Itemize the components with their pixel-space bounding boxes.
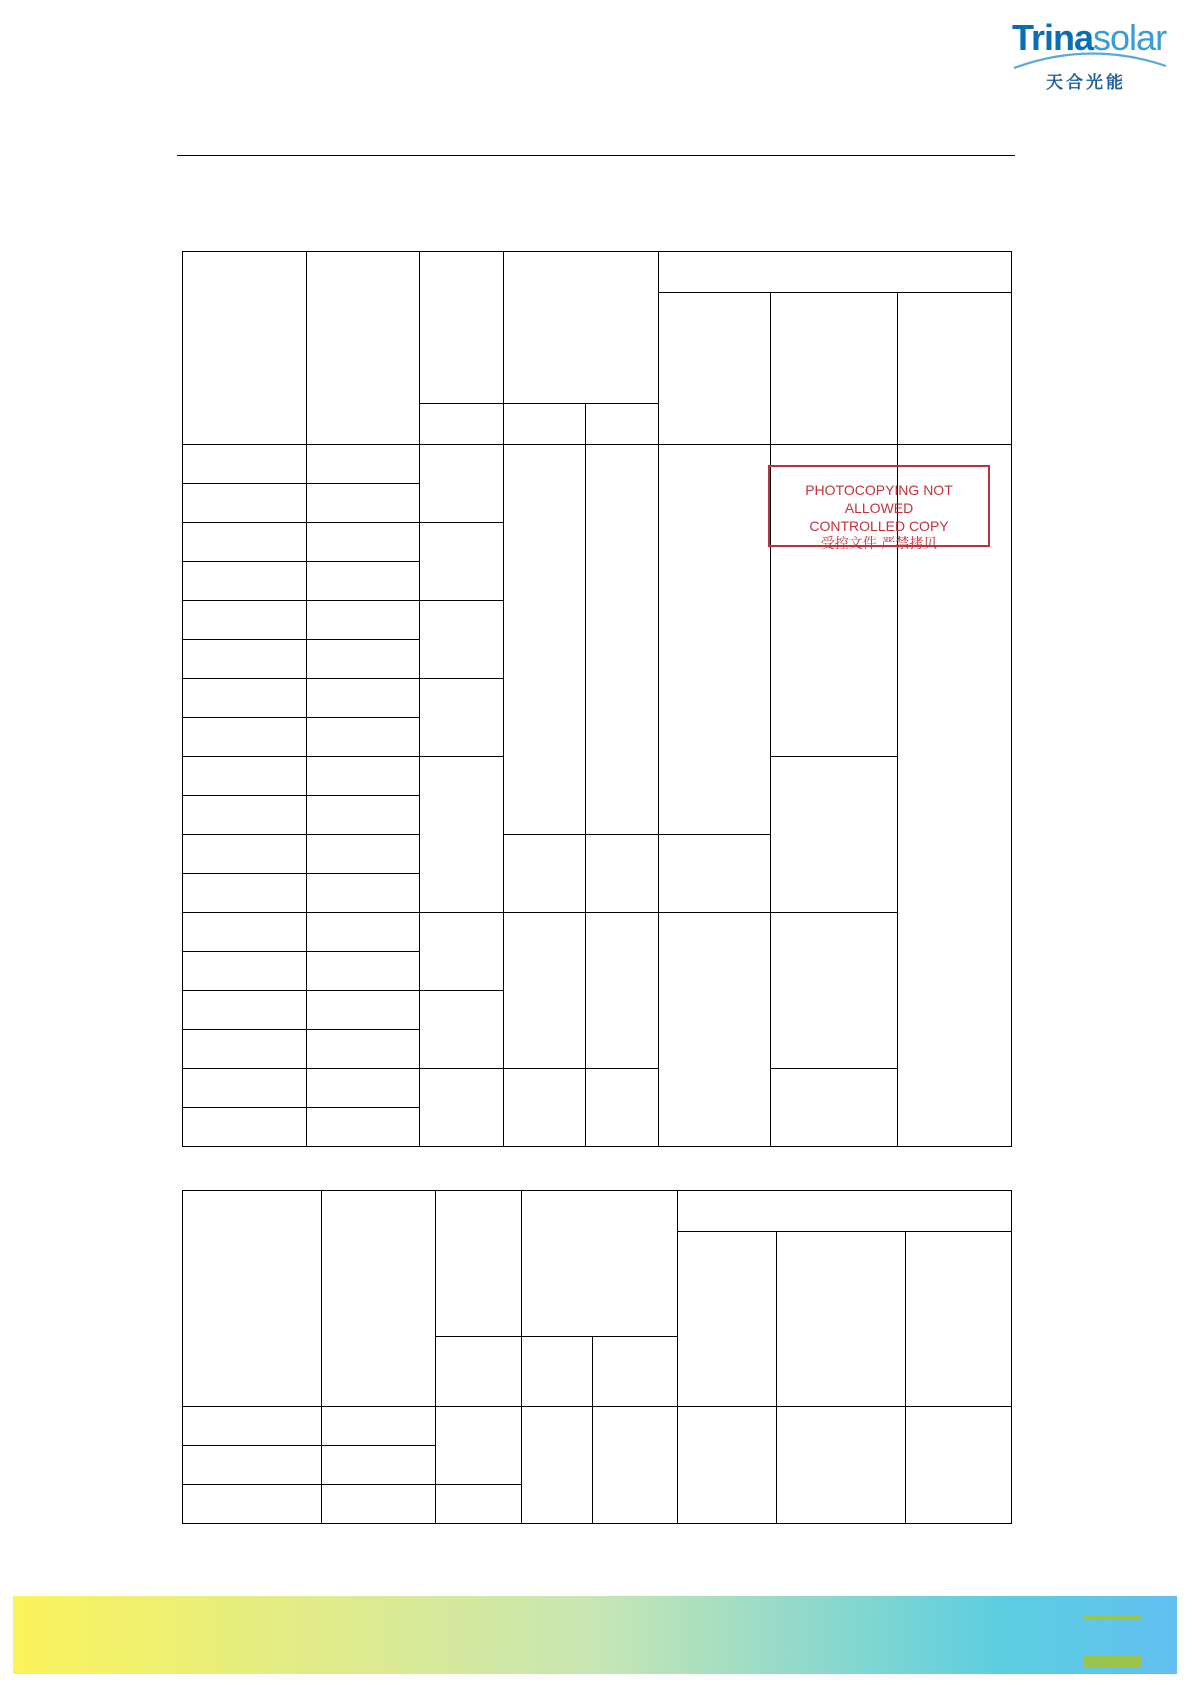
table-cell (586, 1069, 659, 1147)
header-cell (183, 1191, 322, 1407)
table-cell (183, 1485, 322, 1524)
table-cell (307, 679, 420, 718)
table-cell (183, 874, 307, 913)
logo-chinese-name: 天合光能 (1046, 73, 1126, 93)
table-cell (307, 1069, 420, 1108)
table-cell (420, 913, 504, 991)
table-cell (420, 1069, 504, 1147)
table-cell (307, 718, 420, 757)
header-cell (183, 252, 307, 445)
table-cell (307, 640, 420, 679)
table-cell (659, 445, 771, 835)
table-cell (436, 1485, 522, 1524)
table-cell (322, 1446, 436, 1485)
table-cell (420, 523, 504, 601)
table-cell (183, 796, 307, 835)
stamp-line-2: CONTROLLED COPY (809, 518, 949, 534)
table-cell (307, 1030, 420, 1069)
table-cell (183, 913, 307, 952)
header-cell (436, 1191, 522, 1337)
header-cell (307, 252, 420, 445)
table-cell (586, 445, 659, 835)
table-cell (659, 835, 771, 913)
table-cell (307, 757, 420, 796)
table-cell (322, 1485, 436, 1524)
subheader-cell (593, 1337, 678, 1407)
table-cell (307, 952, 420, 991)
table-cell (183, 445, 307, 484)
table-cell (504, 835, 586, 913)
header-cell (771, 293, 898, 445)
table-cell (183, 562, 307, 601)
table-cell (678, 1407, 777, 1524)
table-cell (183, 1446, 322, 1485)
table-cell (183, 1030, 307, 1069)
subheader-cell (522, 1337, 593, 1407)
table-cell (586, 835, 659, 913)
table-cell (420, 991, 504, 1069)
header-cell (906, 1232, 1012, 1407)
table-cell (183, 1407, 322, 1446)
table-cell (183, 757, 307, 796)
table-cell (307, 1108, 420, 1147)
table-cell (586, 913, 659, 1069)
trinasolar-logo (1010, 16, 1170, 96)
table-cell (183, 718, 307, 757)
table-cell (183, 484, 307, 523)
table-cell (183, 952, 307, 991)
header-cell (898, 293, 1012, 445)
table-cell (420, 445, 504, 523)
table-cell (183, 991, 307, 1030)
header-cell (777, 1232, 906, 1407)
table-cell (183, 1108, 307, 1147)
table-cell (420, 679, 504, 757)
table-cell (307, 796, 420, 835)
header-cell (678, 1232, 777, 1407)
table-cell (771, 1069, 898, 1147)
table-cell (307, 484, 420, 523)
footer-accent-line (1084, 1616, 1142, 1619)
table-cell (307, 991, 420, 1030)
table-cell (307, 835, 420, 874)
table-cell (307, 601, 420, 640)
header-cell (322, 1191, 436, 1407)
table-cell (183, 601, 307, 640)
table-cell (504, 445, 586, 835)
subheader-cell (504, 404, 586, 445)
header-cell (420, 252, 504, 404)
header-group-cell (678, 1191, 1012, 1232)
logo-wordmark: Trinasolar (1012, 17, 1167, 58)
table-2 (182, 1190, 1012, 1524)
table-cell (771, 757, 898, 913)
table-cell (420, 757, 504, 913)
subheader-cell (586, 404, 659, 445)
table-cell (183, 835, 307, 874)
footer-gradient-bar (13, 1596, 1177, 1674)
footer-accent-block (1084, 1656, 1142, 1668)
subheader-cell (420, 404, 504, 445)
header-cell (522, 1191, 678, 1337)
controlled-copy-stamp (768, 465, 990, 552)
table-cell (420, 601, 504, 679)
table-cell (777, 1407, 906, 1524)
table-cell (593, 1407, 678, 1524)
stamp-line-3: 受控文件 严禁拷贝 (820, 536, 938, 552)
table-cell (307, 913, 420, 952)
table-cell (183, 640, 307, 679)
table-cell (906, 1407, 1012, 1524)
table-cell (436, 1407, 522, 1485)
table-cell (307, 562, 420, 601)
stamp-line-1: PHOTOCOPYING NOT ALLOWED (805, 482, 953, 516)
header-cell (659, 293, 771, 445)
header-cell (504, 252, 659, 404)
table-cell (504, 1069, 586, 1147)
header-group-cell (659, 252, 1012, 293)
table-cell (504, 913, 586, 1069)
header-rule (177, 155, 1015, 156)
subheader-cell (436, 1337, 522, 1407)
table-cell (771, 913, 898, 1069)
table-cell (183, 523, 307, 562)
table-cell (522, 1407, 593, 1524)
table-cell (322, 1407, 436, 1446)
table-cell (659, 913, 771, 1147)
table-cell (183, 679, 307, 718)
table-cell (307, 523, 420, 562)
table-cell (183, 1069, 307, 1108)
table-cell (307, 445, 420, 484)
table-1 (182, 251, 1012, 1147)
table-cell (307, 874, 420, 913)
